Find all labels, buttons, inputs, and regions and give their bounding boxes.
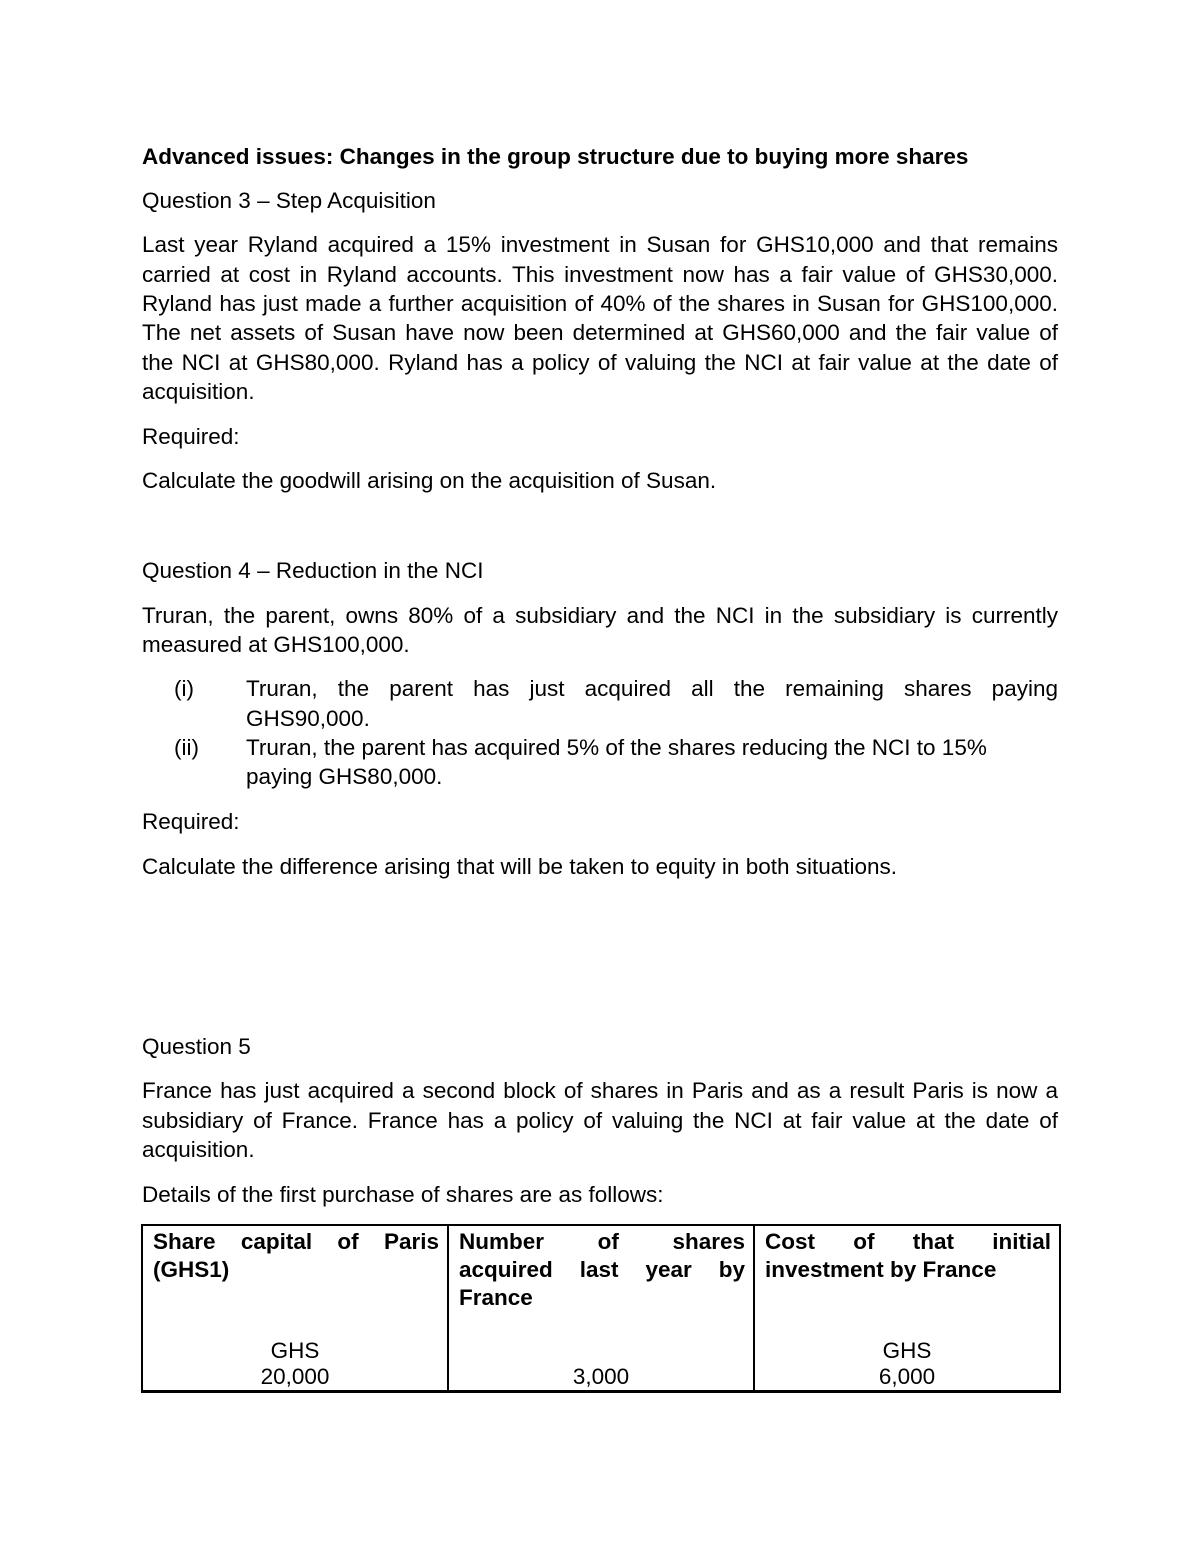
list-item-marker: (i) bbox=[174, 676, 194, 701]
table-header-cell bbox=[448, 1225, 754, 1335]
table-value-cell bbox=[448, 1335, 754, 1391]
question-3-body-line: The net assets of Susan have now been determined at GHS60,000 and the fair value of bbox=[142, 320, 1058, 345]
list-item-line: Truran, the parent has just acquired all the remaining shares paying bbox=[246, 676, 1058, 701]
table-value-cell bbox=[142, 1335, 448, 1391]
question-4-body-line: Truran, the parent, owns 80% of a subsidiary and the NCI in the subsidiary is currently bbox=[142, 603, 1058, 628]
table-header-cell bbox=[142, 1225, 448, 1335]
question-5-body-line: acquisition. bbox=[142, 1137, 255, 1162]
question-3-body-line: Ryland has just made a further acquisition of 40% of the shares in Susan for GHS100,000. bbox=[142, 291, 1058, 316]
table-header-line: Share capital of Paris bbox=[153, 1229, 439, 1254]
table-value: 6,000 bbox=[878, 1363, 936, 1389]
question-3-body-line: acquisition. bbox=[142, 379, 255, 404]
question-3-required-label: Required: bbox=[142, 424, 240, 449]
question-3-title: Question 3 – Step Acquisition bbox=[142, 188, 436, 213]
table-header-line: Cost of that initial bbox=[765, 1229, 1051, 1254]
question-4-title: Question 4 – Reduction in the NCI bbox=[142, 558, 484, 583]
table-header-line: France bbox=[459, 1285, 533, 1310]
table-unit: GHS bbox=[882, 1337, 932, 1363]
question-5-title: Question 5 bbox=[142, 1034, 251, 1059]
table-header-line: investment by France bbox=[765, 1257, 997, 1282]
list-item-line: GHS90,000. bbox=[246, 706, 370, 731]
list-item-marker: (ii) bbox=[174, 735, 199, 760]
table-value-cell bbox=[754, 1335, 1060, 1391]
question-3-body-line: carried at cost in Ryland accounts. This investment now has a fair value of GHS30,000. bbox=[142, 262, 1058, 287]
details-intro: Details of the first purchase of shares are as follows: bbox=[142, 1182, 664, 1207]
question-3-body-line: the NCI at GHS80,000. Ryland has a policy of valuing the NCI at fair value at the date of bbox=[142, 350, 1058, 375]
question-4-required-label: Required: bbox=[142, 809, 240, 834]
question-4-required-text: Calculate the difference arising that will be taken to equity in both situations. bbox=[142, 854, 898, 879]
question-3-required-text: Calculate the goodwill arising on the acquisition of Susan. bbox=[142, 468, 717, 493]
table-unit bbox=[449, 1338, 753, 1364]
list-item-line: paying GHS80,000. bbox=[246, 764, 443, 789]
question-5-body-line: France has just acquired a second block of shares in Paris and as a result Paris is now a bbox=[142, 1078, 1058, 1103]
table-header-line: (GHS1) bbox=[153, 1257, 230, 1282]
table-header-line: Number of shares bbox=[459, 1229, 745, 1254]
table-header-line: acquired last year by bbox=[459, 1257, 745, 1282]
question-5-body-line: subsidiary of France. France has a policy of valuing the NCI at fair value at the date of bbox=[142, 1108, 1058, 1133]
table-value: 20,000 bbox=[260, 1363, 330, 1389]
document-heading: Advanced issues: Changes in the group structure due to buying more shares bbox=[142, 144, 969, 169]
share-purchase-table bbox=[141, 1224, 1061, 1393]
table-header-cell bbox=[754, 1225, 1060, 1335]
question-4-body-line: measured at GHS100,000. bbox=[142, 632, 410, 657]
table-value: 3,000 bbox=[572, 1363, 630, 1389]
question-3-body-line: Last year Ryland acquired a 15% investment in Susan for GHS10,000 and that remains bbox=[142, 232, 1058, 257]
list-item-line: Truran, the parent has acquired 5% of the shares reducing the NCI to 15% bbox=[246, 735, 987, 760]
table-unit: GHS bbox=[270, 1337, 320, 1363]
